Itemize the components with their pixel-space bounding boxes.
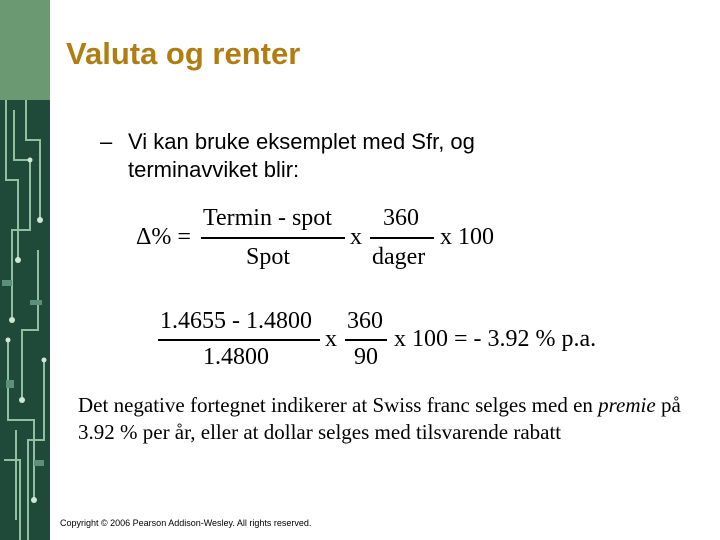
bullet-dash: – — [100, 129, 113, 154]
formula2-result: x 100 = - 3.92 % p.a. — [394, 326, 597, 352]
formula2-numerator2: 360 — [347, 308, 383, 334]
bullet-text: Vi kan bruke eksemplet med Sfr, og terminavviket blir: — [128, 129, 475, 182]
note-italic-premie: premie — [598, 393, 656, 417]
bullet-point — [100, 128, 570, 184]
copyright-footer: Copyright © 2006 Pearson Addison-Wesley. All rights reserved. — [60, 518, 312, 528]
explanation-note — [78, 392, 698, 446]
note-part1: Det negative fortegnet indikerer at Swiss franc selges med en — [78, 393, 599, 417]
formula1-fraction-line2 — [370, 237, 434, 239]
formula1-numerator2: 360 — [383, 205, 419, 231]
formula2-numerator1: 1.4655 - 1.4800 — [160, 308, 312, 334]
formula2-fraction-line2 — [345, 339, 387, 341]
formula1-fraction-line1 — [201, 237, 345, 239]
sidebar-green-block — [0, 0, 50, 100]
note-part2: på 3.92 % per år, eller at dollar selges med tilsvarende rabatt — [78, 393, 681, 444]
formula2-denominator1: 1.4800 — [203, 344, 269, 370]
formula1-denominator2: dager — [372, 244, 426, 270]
formula1-numerator1: Termin - spot — [203, 205, 332, 231]
formula1-lhs: Δ% = — [136, 224, 191, 250]
formula1-times1: x — [350, 224, 362, 250]
formula2-fraction-line1 — [158, 339, 320, 341]
slide-title: Valuta og renter — [66, 36, 301, 71]
formula2-denominator2: 90 — [354, 344, 378, 370]
formula1-times2: x 100 — [440, 224, 494, 250]
circuit-board-image — [0, 100, 50, 540]
formula2-times1: x — [325, 326, 337, 352]
formula1-denominator1: Spot — [246, 244, 291, 270]
decorative-sidebar — [0, 0, 50, 540]
